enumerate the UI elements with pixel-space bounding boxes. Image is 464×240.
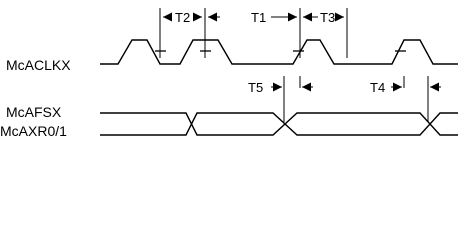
t3-label: T3 [320,10,336,25]
t5-label: T5 [248,80,264,95]
t1-label: T1 [251,10,267,25]
frame-sync-signal-label: McAFSX [6,104,62,120]
t4-label: T4 [370,80,386,95]
clock-signal-label: McACLKX [6,57,71,73]
bottom-reference-lines [284,76,428,122]
data-waveform [100,113,458,135]
t2-label: T2 [175,10,191,25]
frame-sync-waveform [100,113,458,135]
clock-waveform [100,40,458,64]
data-signal-label: McAXR0/1 [0,123,67,139]
